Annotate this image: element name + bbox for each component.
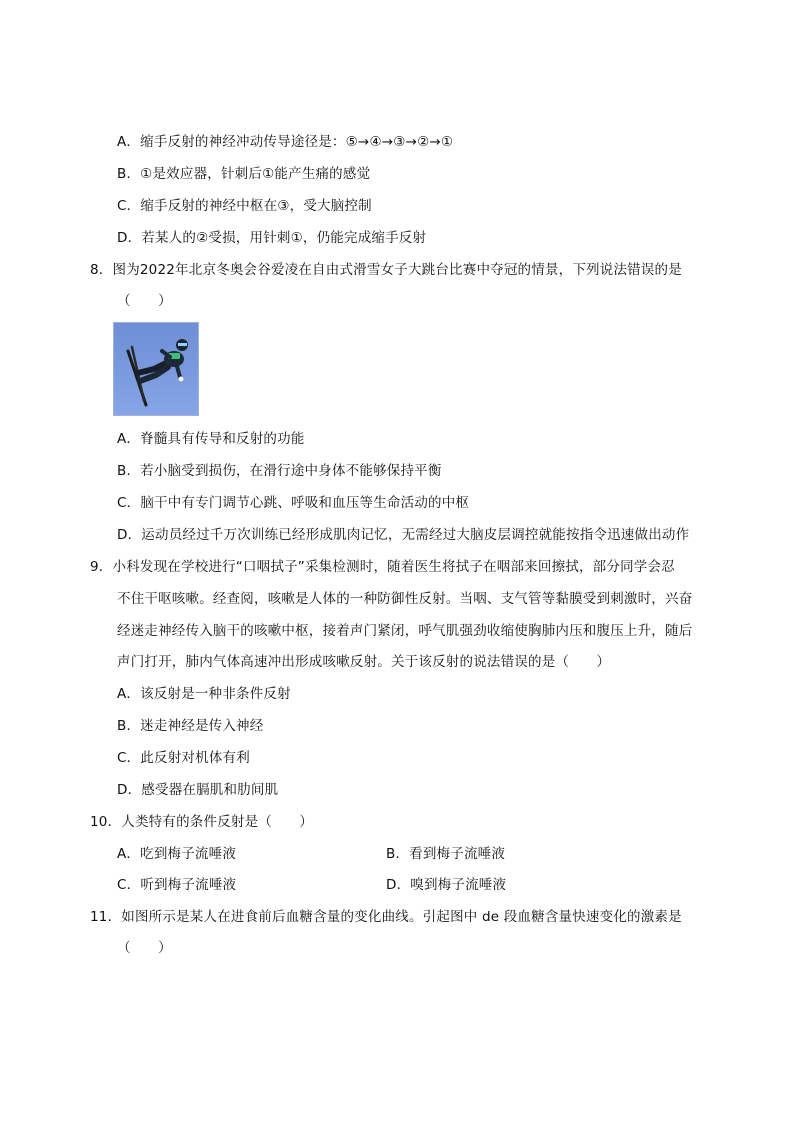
q10-option-b[interactable]: B．看到梅子流唾液 xyxy=(386,846,506,862)
q9-stem-line-1: 9．小科发现在学校进行“口咽拭子”采集检测时，随着医生将拭子在咽部来回擦拭，部分同学会忍 xyxy=(90,559,675,575)
q9-stem-line-3: 经迷走神经传入脑干的咳嗽中枢，接着声门紧闭，呼气肌强劲收缩使胸肺内压和腹压上升，随后 xyxy=(117,623,693,639)
q9-option-a[interactable]: A．该反射是一种非条件反射 xyxy=(117,686,291,702)
q9-stem-line-4: 声门打开，肺内气体高速冲出形成咳嗽反射。关于该反射的说法错误的是（ ） xyxy=(117,654,611,670)
q8-option-c[interactable]: C．脑干中有专门调节心跳、呼吸和血压等生命活动的中枢 xyxy=(117,495,470,511)
skier-illustration xyxy=(114,323,199,416)
q7-option-b[interactable]: B．①是效应器，针刺后①能产生痛的感觉 xyxy=(117,166,371,182)
q10-stem: 10．人类特有的条件反射是（ ） xyxy=(90,814,314,830)
q8-option-b[interactable]: B．若小脑受到损伤，在滑行途中身体不能够保持平衡 xyxy=(117,463,442,479)
q8-option-d[interactable]: D．运动员经过千万次训练已经形成肌肉记忆，无需经过大脑皮层调控就能按指令迅速做出动作 xyxy=(117,527,690,543)
q10-option-d[interactable]: D．嗅到梅子流唾液 xyxy=(386,877,507,893)
q9-option-b[interactable]: B．迷走神经是传入神经 xyxy=(117,718,264,734)
q11-answer-blank: （ ） xyxy=(117,940,172,956)
q9-option-d[interactable]: D．感受器在膈肌和肋间肌 xyxy=(117,782,279,798)
skier-photo xyxy=(113,322,199,416)
q11-stem: 11．如图所示是某人在进食前后血糖含量的变化曲线。引起图中 de 段血糖含量快速变化的激素是 xyxy=(90,909,682,925)
q9-option-c[interactable]: C．此反射对机体有利 xyxy=(117,750,250,766)
q10-option-c[interactable]: C．听到梅子流唾液 xyxy=(117,877,237,893)
q8-option-a[interactable]: A．脊髓具有传导和反射的功能 xyxy=(117,431,305,447)
q8-stem: 8．图为2022年北京冬奥会谷爱凌在自由式滑雪女子大跳台比赛中夺冠的情景，下列说法错误的是 xyxy=(90,262,682,278)
q10-option-a[interactable]: A．吃到梅子流唾液 xyxy=(117,846,237,862)
q8-answer-blank: （ ） xyxy=(117,293,172,309)
q9-stem-line-2: 不住干呕咳嗽。经查阅，咳嗽是人体的一种防御性反射。当咽、支气管等黏膜受到刺激时，兴奋 xyxy=(117,591,693,607)
q7-option-c[interactable]: C．缩手反射的神经中枢在③，受大脑控制 xyxy=(117,198,372,214)
q7-option-d[interactable]: D．若某人的②受损，用针刺①，仍能完成缩手反射 xyxy=(117,230,427,246)
q7-option-a[interactable]: A．缩手反射的神经冲动传导途径是：⑤→④→③→②→① xyxy=(117,134,454,150)
